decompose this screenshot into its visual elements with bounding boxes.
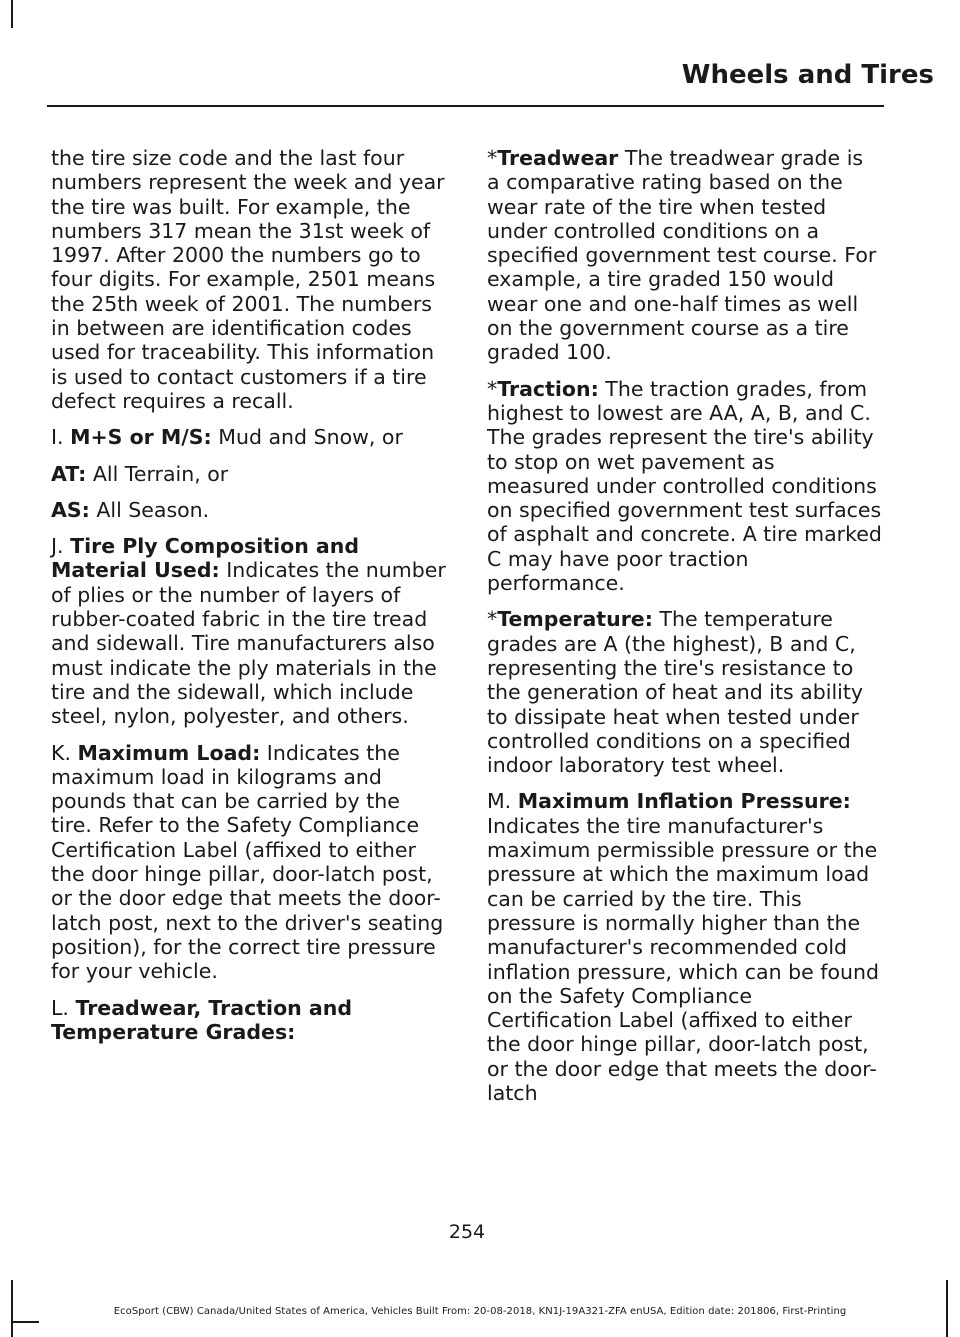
item-text: All Terrain, or: [86, 461, 229, 486]
paragraph-traction: [487, 377, 882, 596]
paragraph-tire-date-code: [51, 146, 446, 413]
footnote-star: *: [487, 376, 498, 401]
term-all-terrain: AT:: [51, 461, 87, 486]
section-title: Wheels and Tires: [681, 60, 934, 90]
page-number: 254: [448, 1221, 486, 1243]
item-prefix: M.: [487, 789, 518, 814]
item-prefix: K.: [51, 740, 78, 765]
paragraph-all-terrain: [51, 462, 446, 486]
paragraph-item-k: [51, 741, 446, 984]
right-column: [487, 146, 882, 1117]
term-all-season: AS:: [51, 497, 90, 522]
item-prefix: I.: [51, 425, 71, 450]
left-column: [51, 146, 446, 1056]
paragraph-text: the tire size code and the last four numbers represent the week and year the tire was built. For example, the numbers 317 mean the 31st week of 1997. After 2000 the numbers go to four digits. For example, 2501 means the 25th week of 2001. The numbers in between are identification codes used for traceability. This information is used to contact customers if a tire defect requires a recall.: [51, 146, 445, 413]
term-treadwear: Treadwear: [497, 146, 619, 170]
item-text: The temperature grades are A (the highest), B and C, representing the tire's resistance to the generation of heat and its ability to dissipate heat when tested under controlled conditions on a specified indoor laboratory test wheel.: [487, 607, 864, 778]
term-utqg-grades: Treadwear, Traction and Temperature Grades:: [51, 995, 352, 1044]
paragraph-temperature: [487, 607, 882, 777]
term-traction: Traction:: [497, 376, 599, 401]
item-text: The traction grades, from highest to lowest are AA, A, B, and C. The grades represent the tire's ability to stop on wet pavement as measured under controlled conditions on specified government test surfaces of asphalt and concrete. A tire marked C may have poor traction performance.: [487, 376, 882, 596]
crop-mark-bottom-left-horizontal: [11, 1321, 39, 1323]
item-text: Mud and Snow, or: [211, 425, 403, 450]
paragraph-treadwear: [487, 146, 882, 365]
paragraph-item-m: [487, 789, 882, 1105]
crop-mark-top-left: [11, 0, 13, 28]
item-prefix: J.: [51, 534, 71, 559]
paragraph-item-j: [51, 534, 446, 728]
paragraph-all-season: [51, 498, 446, 522]
item-text: Indicates the maximum load in kilograms and pounds that can be carried by the tire. Refer to the Safety Compliance Certification Label (affixed to either the door hinge pillar, door-latch post, or the door edge that meets the door-latch post, next to the driver's seating position), for the correct tire pressure for your vehicle.: [51, 740, 444, 984]
footer-edition-info: EcoSport (CBW) Canada/United States of America, Vehicles Built From: 20-08-2018, KN1J-19A321-ZFA enUSA, Edition date: 201806, First-Printing: [113, 1306, 847, 1317]
item-prefix: L.: [51, 995, 76, 1020]
paragraph-item-l: [51, 996, 446, 1045]
term-maximum-inflation-pressure: Maximum Inflation Pressure:: [517, 789, 851, 814]
term-maximum-load: Maximum Load:: [77, 740, 261, 765]
footnote-star: *: [487, 607, 498, 632]
item-text: All Season.: [89, 497, 210, 522]
item-text: Indicates the number of plies or the number of layers of rubber-coated fabric in the tire tread and sidewall. Tire manufacturers also must indicate the ply materials in the tire and the sidewall, which include steel, nylon, polyester, and others.: [51, 558, 446, 729]
term-ply-composition: Tire Ply Composition and Material Used:: [51, 534, 360, 583]
footnote-star: *: [487, 146, 498, 170]
term-temperature: Temperature:: [497, 607, 653, 632]
item-text: Indicates the tire manufacturer's maximum permissible pressure or the pressure at which the maximum load can be carried by the tire. This pressure is normally higher than the manufacturer's recommended cold inflation pressure, which can be found on the Safety Compliance Certification Label (affixed to either the door hinge pillar, door-latch post, or the door edge that meets the door-latch: [487, 813, 880, 1105]
header-divider: [47, 105, 884, 107]
item-text: The treadwear grade is a comparative rating based on the wear rate of the tire when tested under controlled conditions on a specified government test course. For example, a tire graded 150 would wear one and one-half times as well on the government course as a tire graded 100.: [487, 146, 877, 365]
term-mud-snow: M+S or M/S:: [70, 425, 212, 450]
paragraph-item-i: [51, 425, 446, 449]
